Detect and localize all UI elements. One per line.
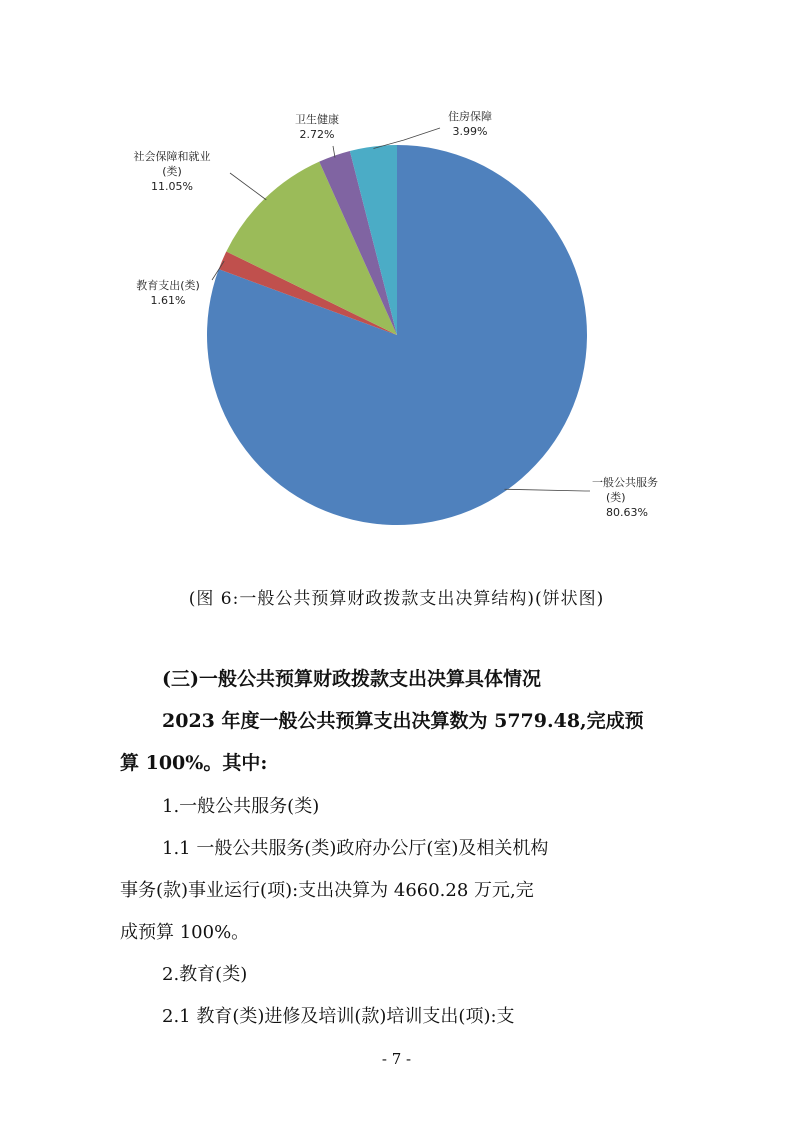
slice-name-label: (类) xyxy=(162,165,182,178)
section-heading: (三)一般公共预算财政拨款支出决算具体情况 xyxy=(162,668,541,690)
slice-percent-label: 2.72% xyxy=(299,128,335,141)
item-1-1-line-1: 1.1 一般公共服务(类)政府办公厅(室)及相关机构 xyxy=(162,838,549,859)
item-2-1-line-1: 2.1 教育(类)进修及培训(款)培训支出(项):支 xyxy=(162,1006,515,1027)
leader-line xyxy=(504,489,590,491)
slice-name-label: (类) xyxy=(606,491,626,504)
summary-line-2: 算 100%。其中: xyxy=(120,752,268,774)
figure-caption: (图 6:一般公共预算财政拨款支出决算结构)(饼状图) xyxy=(188,589,605,609)
item-1-title: 1.一般公共服务(类) xyxy=(162,796,320,817)
slice-name-label: 社会保障和就业 xyxy=(133,150,211,163)
slice-percent-label: 80.63% xyxy=(606,506,648,519)
slice-percent-label: 3.99% xyxy=(452,125,488,138)
slice-name-label: 住房保障 xyxy=(448,110,492,123)
slice-name-label: 卫生健康 xyxy=(295,113,339,126)
item-2-title: 2.教育(类) xyxy=(162,964,248,985)
slice-name-label: 教育支出(类) xyxy=(136,279,200,292)
slice-name-label: 一般公共服务 xyxy=(592,476,658,489)
slice-percent-label: 11.05% xyxy=(151,180,193,193)
page-number: - 7 - xyxy=(381,1050,412,1068)
leader-line xyxy=(230,173,266,200)
item-1-1-line-2: 事务(款)事业运行(项):支出决算为 4660.28 万元,完 xyxy=(120,880,534,901)
summary-line-1: 2023 年度一般公共预算支出决算数为 5779.48,完成预 xyxy=(162,710,644,732)
pie-chart xyxy=(0,0,793,560)
slice-percent-label: 1.61% xyxy=(150,294,186,307)
item-1-1-line-3: 成预算 100%。 xyxy=(120,922,250,943)
